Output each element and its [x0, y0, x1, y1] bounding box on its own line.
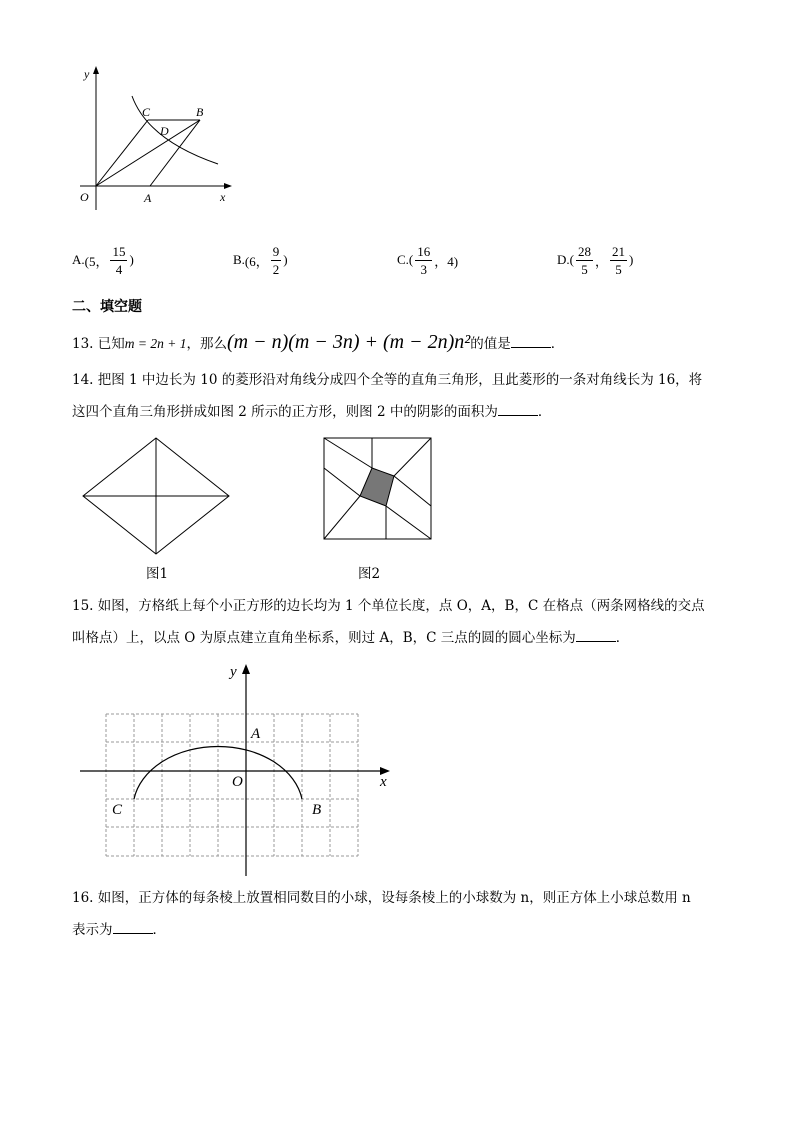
question-15: [72, 590, 732, 654]
label-o: O: [80, 190, 89, 204]
label-x: x: [220, 190, 226, 204]
question-14: [72, 364, 732, 428]
q15-line-2-text: 叫格点）上，以点 O 为原点建立直角坐标系，则过 A，B，C 三点的圆的圆心坐标为: [72, 630, 576, 646]
inner-line-4: [394, 476, 431, 506]
label-c: C: [142, 105, 151, 119]
q16-line-2: [72, 914, 732, 946]
choice-a-fraction: $\frac{15}{4}$: [112, 243, 126, 277]
q16-end: ．: [152, 922, 166, 938]
question-16: [72, 882, 732, 946]
q13-prefix: 13. 已知: [72, 336, 125, 352]
choice-d[interactable]: [557, 240, 633, 280]
figure-1-caption: 图1: [146, 566, 169, 582]
top-coordinate-figure: [70, 60, 240, 210]
q13-expression: (m − n)(m − 3n) + (m − 2n)n²: [227, 331, 471, 353]
inner-line-7: [324, 496, 360, 539]
choice-b-letter: B.: [233, 252, 245, 267]
choice-a[interactable]: [72, 240, 134, 280]
x-axis-arrow: [224, 183, 232, 189]
choice-d-close: ): [629, 252, 634, 267]
choice-d-fraction-2: $\frac{21}{5}$: [612, 243, 625, 277]
q15-label-y: y: [230, 664, 237, 680]
q16-answer-blank[interactable]: [113, 919, 153, 934]
y-axis-arrow: [93, 66, 99, 74]
choice-b-open: (6，: [244, 253, 269, 269]
inner-line-8: [324, 468, 360, 496]
label-y: y: [84, 67, 90, 81]
q15-label-o: O: [232, 774, 243, 790]
q13-end: ．: [550, 336, 565, 352]
choice-d-fraction-1: $\frac{28}{5}$: [577, 243, 591, 277]
q15-line-2: [72, 622, 732, 654]
choice-b-close: ): [283, 252, 288, 267]
choice-d-open: (: [569, 252, 574, 267]
q15-label-b: B: [312, 802, 322, 818]
figure-1-rhombus: [80, 435, 232, 560]
choice-c-fraction: $\frac{16}{3}$: [417, 243, 431, 277]
choice-c-open: (: [408, 252, 414, 267]
figure-2-square: [322, 436, 434, 542]
choice-b[interactable]: [233, 240, 288, 280]
q13-suffix: 的值是: [470, 336, 511, 352]
q14-line-2-text: 这四个直角三角形拼成如图 2 所示的正方形，则图 2 中的阴影的面积为: [72, 404, 498, 420]
figure-2-caption: 图2: [358, 566, 381, 582]
segment-oc: [96, 120, 148, 186]
q15-end: ．: [615, 630, 630, 646]
choice-a-close: ): [129, 252, 134, 267]
label-d: D: [160, 124, 169, 138]
q15-label-c: C: [112, 802, 123, 818]
choice-d-letter: D.: [557, 252, 570, 267]
q13-condition: m = 2n + 1: [124, 336, 187, 351]
q16-line-1: 16. 如图，正方体的每条棱上放置相同数目的小球，设每条棱上的小球数为 n，则正方体上小球总数用 n: [72, 890, 691, 906]
q16-line-2-text: 表示为: [72, 922, 113, 938]
inner-line-1: [324, 438, 372, 468]
choice-c-rest: ，4): [434, 253, 459, 269]
segment-ob: [96, 120, 200, 186]
choice-d-sep: ，: [594, 253, 608, 269]
choice-a-open: (5，: [84, 253, 109, 269]
choice-c[interactable]: [397, 240, 458, 280]
q14-end: ．: [537, 404, 552, 420]
q15-answer-blank[interactable]: [576, 627, 616, 642]
choice-a-letter: A.: [72, 252, 85, 267]
segment-ab: [150, 120, 200, 186]
label-a: A: [144, 191, 152, 205]
q14-line-1: 14. 把图 1 中边长为 10 的菱形沿对角线分成四个全等的直角三角形，且此菱形的一条对角线长为 16，将: [72, 372, 703, 388]
inner-line-3: [394, 438, 431, 476]
choice-c-letter: C.: [397, 252, 409, 267]
q14-answer-blank[interactable]: [498, 401, 538, 416]
q15-line-1: 15. 如图，方格纸上每个小正方形的边长均为 1 个单位长度，点 O，A，B，C 在格点（两条网格线的交点: [72, 598, 705, 614]
shaded-center-square: [360, 468, 394, 506]
q13-answer-blank[interactable]: [511, 333, 551, 348]
q14-line-2: [72, 396, 732, 428]
q15-label-a: A: [251, 726, 261, 742]
q15-grid-figure: [76, 660, 396, 880]
q15-y-axis-arrow: [242, 664, 250, 674]
section-title: 二、填空题: [72, 299, 142, 315]
q13-mid: ，那么: [186, 336, 227, 352]
choice-b-fraction: $\frac{9}{2}$: [272, 243, 280, 277]
q15-label-x: x: [380, 774, 387, 790]
inner-line-5: [386, 506, 431, 539]
label-b: B: [196, 105, 204, 119]
question-13: [72, 326, 732, 360]
